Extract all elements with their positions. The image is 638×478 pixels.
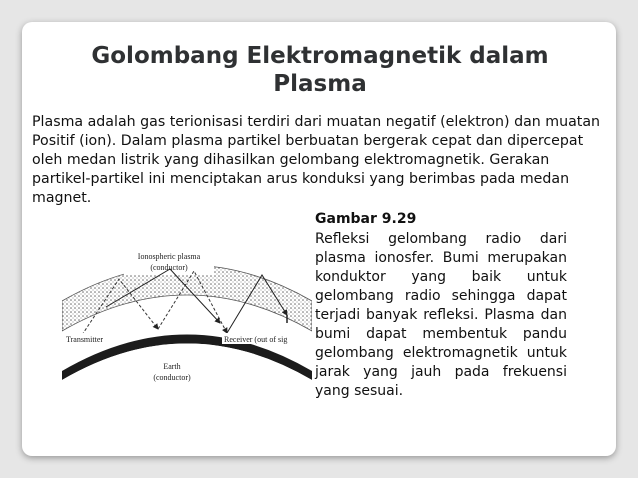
transmitter-label: Transmitter: [66, 335, 104, 344]
intro-paragraph: Plasma adalah gas terionisasi terdiri dari muatan negatif (elektron) dan muatan Positif (ion). Dalam plasma partikel berbuatan bergerak cepat dan dipercepat oleh medan listrik yang dihasilkan gelombang elektromagnetik. Gerakan partikel-partikel ini menciptakan arus konduksi yang berimbas pada medan magnet.: [32, 114, 601, 206]
figure-caption-body: Refleksi gelombang radio dari plasma ionosfer. Bumi merupakan konduktor yang baik untuk gelombang radio sehingga dapat terjadi banyak refleksi. Plasma dan bumi dapat membentuk pandu gelombang elektromagnetik untuk jarak yang jauh pada frekuensi yang sesuai.: [315, 231, 567, 399]
earth-sublabel: (conductor): [153, 373, 191, 382]
slide-title: Golombang Elektromagnetik dalam Plasma: [91, 43, 549, 97]
ionosphere-reflection-diagram: [62, 243, 312, 411]
receiver-label: Receiver (out of sig: [224, 335, 288, 344]
ionosphere-sublabel: (conductor): [150, 263, 188, 272]
ionosphere-label: Ionospheric plasma: [137, 252, 201, 261]
earth-label: Earth: [163, 362, 181, 371]
figure-caption-title: Gambar 9.29: [315, 211, 417, 227]
